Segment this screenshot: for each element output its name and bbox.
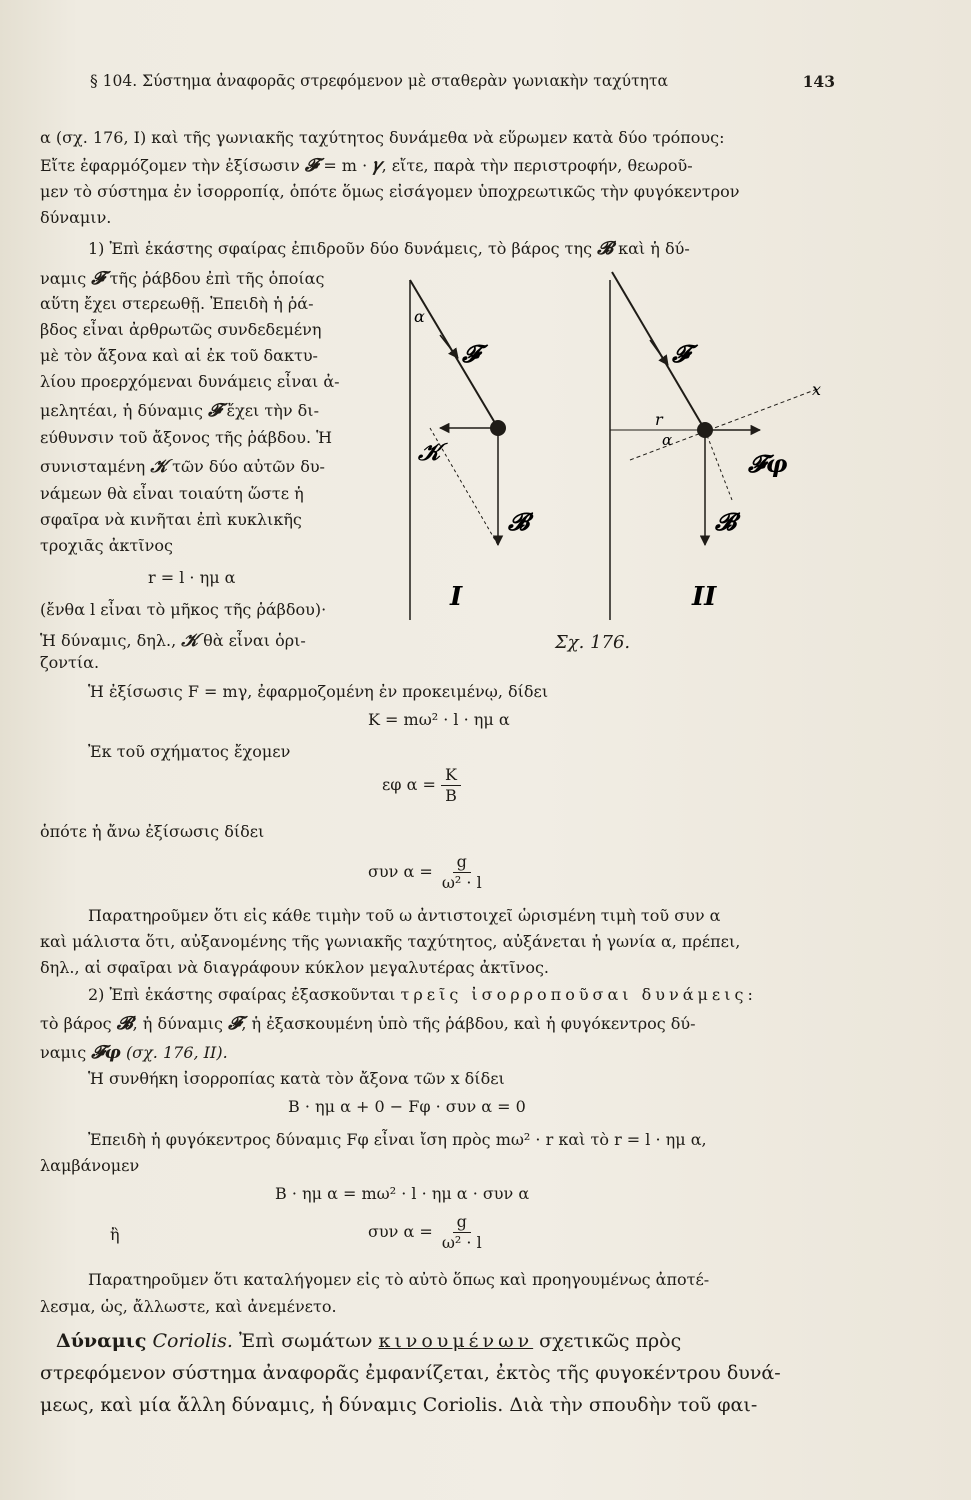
text-line: μεν τὸ σύστημα ἐν ἰσορροπίᾳ, ὁπότε ὅμως εἰσάγομεν ὑποχρεωτικῶς τὴν φυγόκεντρον	[40, 182, 740, 201]
equation-balance: B · ημ α = mω² · l · ημ α · συν α	[275, 1184, 530, 1203]
angle-label-I: α	[414, 307, 425, 326]
symbol-gamma: 𝛾	[372, 155, 382, 176]
arrow-F-II	[650, 340, 668, 365]
section-title: Δύναμις	[56, 1330, 147, 1352]
text-line: ζοντία.	[40, 653, 100, 672]
text-line: νάμεων θὰ εἶναι τοιαύτη ὥστε ἡ	[40, 484, 304, 503]
header-title: § 104. Σύστημα ἀναφορᾶς στρεφόμενον μὲ σταθερὰν γωνιακὴν ταχύτητα	[90, 72, 669, 90]
figure-176	[400, 250, 840, 630]
text-line: Παρατηροῦμεν ὅτι καταλήγομεν εἰς τὸ αὐτὸ ὅπως καὶ προηγουμένως ἀποτέ-	[88, 1270, 710, 1289]
figure-label-II: II	[692, 582, 717, 612]
text-line: ναμις 𝓕 τῆς ῥάβδου ἐπὶ τῆς ὁποίας	[40, 268, 325, 289]
sphere-I	[490, 420, 506, 436]
text-line: τροχιᾶς ἀκτῖνος	[40, 536, 173, 555]
text-line: Παρατηροῦμεν ὅτι εἰς κάθε τιμὴν τοῦ ω ἀντιστοιχεῖ ὡρισμένη τιμὴ τοῦ συν α	[88, 906, 721, 925]
text-line: στρεφόμενον σύστημα ἀναφορᾶς ἐμφανίζεται, ἐκτὸς τῆς φυγοκέντρου δυνά-	[40, 1362, 781, 1384]
text-line: λεσμα, ὡς, ἄλλωστε, καὶ ἀνεμένετο.	[40, 1297, 337, 1316]
symbol-F: 𝓕	[304, 155, 319, 176]
text-line: βδος εἶναι ἀρθρωτῶς συνδεδεμένη	[40, 320, 322, 339]
text-line: λίου προερχόμεναι δυνάμεις εἶναι ἀ-	[40, 372, 340, 391]
text-line: Ἐκ τοῦ σχήματος ἔχομεν	[88, 742, 291, 761]
equation-cos-2: συν α = $\frac{g}{\text{ω² · l}}$	[368, 1212, 482, 1252]
text-line: συνισταμένη 𝒦 τῶν δύο αὐτῶν δυ-	[40, 456, 325, 477]
text-line: μεως, καὶ μία ἄλλη δύναμις, ἡ δύναμις Coriolis. Διὰ τὴν σπουδὴν τοῦ φαι-	[40, 1394, 758, 1416]
arrow-F-I	[440, 335, 458, 358]
text-line: Ἡ ἐξίσωσις F = mγ, ἐφαρμοζομένη ἐν προκειμένῳ, δίδει	[88, 682, 549, 701]
text-line: αὕτη ἔχει στερεωθῇ. Ἐπειδὴ ἡ ῥά-	[40, 294, 314, 313]
page-number: 143	[802, 72, 835, 91]
equation-tan: εφ α = $\frac{K}{B}$	[382, 765, 461, 806]
text-line: Εἴτε ἐφαρμόζομεν τὴν ἐξίσωσιν 𝓕 = m · 𝛾, εἴτε, παρὰ τὴν περιστροφήν, θεωροῦ-	[40, 155, 693, 176]
x-axis-label: x	[812, 380, 822, 399]
text-line: καὶ μάλιστα ὅτι, αὐξανομένης τῆς γωνιακῆς ταχύτητος, αὐξάνεται ἡ γωνία α, πρέπει,	[40, 932, 741, 951]
figure-label-I: I	[450, 582, 463, 612]
text-line: α (σχ. 176, I) καὶ τῆς γωνιακῆς ταχύτητος δυνάμεθα νὰ εὕρωμεν κατὰ δύο τρόπους:	[40, 128, 725, 147]
label-K-I: 𝒦	[418, 437, 441, 466]
text-line: Ἡ συνθήκη ἰσορροπίας κατὰ τὸν ἄξονα τῶν x δίδει	[88, 1069, 505, 1088]
text-line: δύναμιν.	[40, 208, 112, 227]
section-heading-line: Δύναμις Coriolis. Ἐπὶ σωμάτων κινουμένων σχετικῶς πρὸς	[56, 1330, 682, 1352]
text-line: εύθυνσιν τοῦ ἄξονος τῆς ῥάβδου. Ἡ	[40, 428, 333, 447]
text-line: λαμβάνομεν	[40, 1156, 140, 1175]
sphere-II	[697, 422, 713, 438]
label-F-I: 𝓕	[462, 339, 480, 368]
text-line: 1) Ἐπὶ ἑκάστης σφαίρας ἐπιδροῦν δύο δυνάμεις, τὸ βάρος της 𝓑 καὶ ἡ δύ-	[88, 238, 690, 259]
equation-K: K = mω² · l · ημ α	[368, 710, 510, 729]
dashed-component-II	[705, 430, 732, 500]
equation-equilibrium: B · ημ α + 0 − Fφ · συν α = 0	[288, 1097, 526, 1116]
text-line: σφαῖρα νὰ κινῆται ἐπὶ κυκλικῆς	[40, 510, 302, 529]
text-line: μελητέαι, ἡ δύναμις 𝓕 ἔχει τὴν δι-	[40, 400, 319, 421]
angle-label-II: α	[662, 431, 673, 449]
label-Fphi-II: 𝓕φ	[748, 449, 788, 478]
running-header	[90, 72, 835, 91]
text-line: τὸ βάρος 𝓑, ἡ δύναμις 𝓕, ἡ ἐξασκουμένη ὑπὸ τῆς ῥάβδου, καὶ ἡ φυγόκεντρος δύ-	[40, 1013, 696, 1034]
text-line: δηλ., αἱ σφαῖραι νὰ διαγράφουν κύκλον μεγαλυτέρας ἀκτῖνος.	[40, 958, 549, 977]
r-label: r	[655, 410, 663, 429]
label-B-I: 𝓑	[508, 507, 530, 536]
text-line: μὲ τὸν ἄξονα καὶ αἱ ἐκ τοῦ δακτυ-	[40, 346, 318, 365]
text-line: ἢ	[110, 1225, 120, 1244]
text-line: Ἡ δύναμις, δηλ., 𝒦 θὰ εἶναι ὁρι-	[40, 630, 306, 651]
equation-radius: r = l · ημ α	[148, 568, 236, 587]
label-B-II: 𝓑	[715, 507, 737, 536]
text-line: ναμις 𝓕φ (σχ. 176, II).	[40, 1042, 228, 1063]
figure-caption: Σχ. 176.	[555, 632, 631, 653]
label-F-II: 𝓕	[672, 339, 690, 368]
equation-cos-1: συν α = $\frac{g}{\text{ω² · l}}$	[368, 852, 482, 892]
text-line: Ἐπειδὴ ἡ φυγόκεντρος δύναμις Fφ εἶναι ἴση πρὸς mω² · r καὶ τὸ r = l · ημ α,	[88, 1130, 707, 1149]
text-line: ὁπότε ἡ ἄνω ἐξίσωσις δίδει	[40, 822, 265, 841]
text-line: 2) Ἐπὶ ἑκάστης σφαίρας ἐξασκοῦνται τρεῖς ἰσορροποῦσαι δυνάμεις:	[88, 985, 757, 1004]
text-line: (ἔνθα l εἶναι τὸ μῆκος τῆς ῥάβδου)·	[40, 600, 327, 619]
symbol-B: 𝓑	[597, 238, 614, 259]
